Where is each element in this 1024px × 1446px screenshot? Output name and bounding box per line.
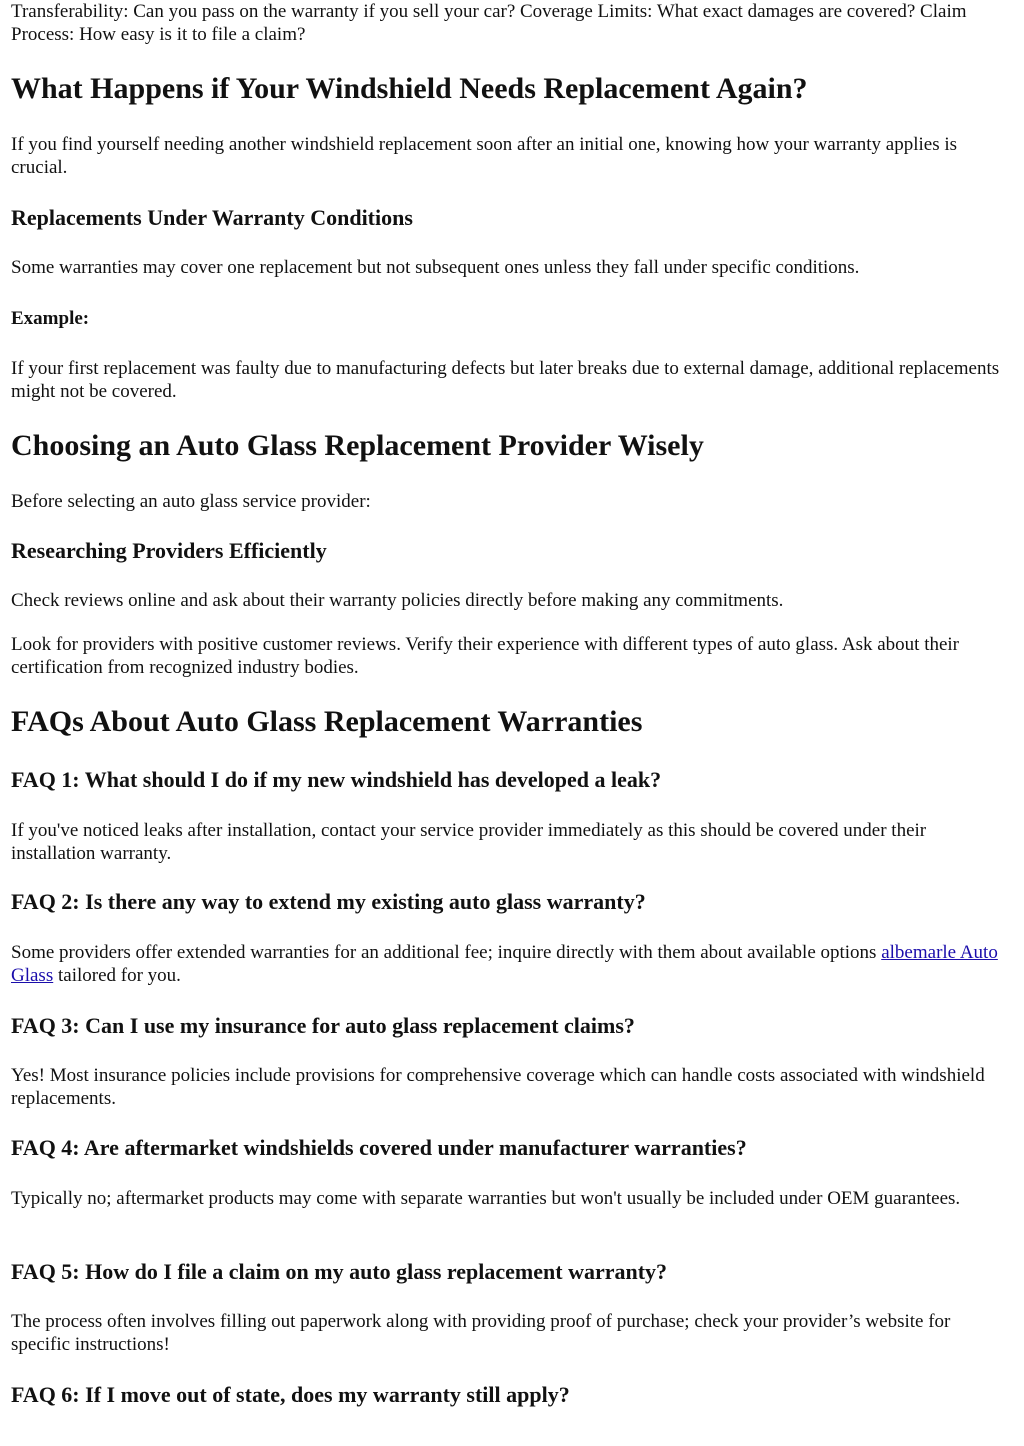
researching-paragraph: Check reviews online and ask about their warranty policies directly before making any commitments. [11,590,784,611]
subheading-warranty-conditions: Replacements Under Warranty Conditions [11,205,413,230]
faq-4-answer: Typically no; aftermarket products may come with separate warranties but won't usually be included under OEM guarantees. [11,1188,961,1209]
heading-faqs: FAQs About Auto Glass Replacement Warranties [11,705,643,738]
subheading-researching-providers: Researching Providers Efficiently [11,538,327,563]
faq-2-answer [11,941,1010,987]
faq-5-answer: The process often involves filling out paperwork along with providing proof of purchase; check your provider’s website for specific instructions! [11,1311,951,1355]
example-paragraph: If your first replacement was faulty due to manufacturing defects but later breaks due to external damage, additional replacements might not be covered. [11,358,1000,402]
heading-choosing-provider: Choosing an Auto Glass Replacement Provider Wisely [11,429,704,462]
warranty-conditions-paragraph: Some warranties may cover one replacement but not subsequent ones unless they fall under specific conditions. [11,257,860,278]
example-label: Example: [11,308,90,329]
faq-2-question: FAQ 2: Is there any way to extend my existing auto glass warranty? [11,889,646,914]
albemarle-auto-glass-link[interactable]: albemarle Auto Glass [11,942,998,986]
faq-5-question: FAQ 5: How do I file a claim on my auto glass replacement warranty? [11,1259,668,1284]
choosing-paragraph: Before selecting an auto glass service provider: [11,491,371,512]
heading-replace-again: What Happens if Your Windshield Needs Replacement Again? [11,72,808,105]
faq-1-answer: If you've noticed leaks after installation, contact your service provider immediately as this should be covered under their installation warranty. [11,820,927,864]
providers-tips-paragraph: Look for providers with positive customer reviews. Verify their experience with different types of auto glass. Ask about their certification from recognized industry bodies. [11,634,960,678]
faq-1-question: FAQ 1: What should I do if my new windshield has developed a leak? [11,767,662,792]
faq-6-question: FAQ 6: If I move out of state, does my warranty still apply? [11,1382,570,1407]
intro-paragraph: Transferability: Can you pass on the warranty if you sell your car? Coverage Limits: What exact damages are covered? Claim Process: How easy is it to file a claim? [11,1,967,45]
replace-again-paragraph: If you find yourself needing another windshield replacement soon after an initial one, knowing how your warranty applies is crucial. [11,134,958,178]
faq-4-question: FAQ 4: Are aftermarket windshields covered under manufacturer warranties? [11,1135,747,1160]
faq-3-question: FAQ 3: Can I use my insurance for auto glass replacement claims? [11,1013,635,1038]
faq-2-answer-tail: tailored for you. [53,965,181,986]
faq-3-answer: Yes! Most insurance policies include provisions for comprehensive coverage which can handle costs associated with windshield replacements. [11,1065,985,1109]
faq-2-answer-text: Some providers offer extended warranties for an additional fee; inquire directly with them about available options [11,942,882,963]
